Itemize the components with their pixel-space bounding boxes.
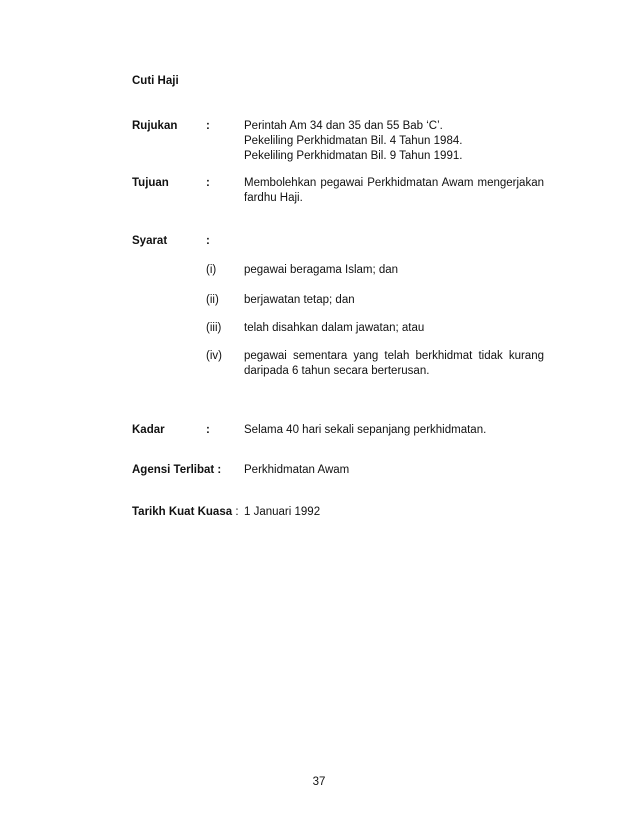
syarat-label: Syarat [132, 235, 168, 247]
syarat-item-2-text: berjawatan tetap; dan [244, 294, 355, 306]
agensi-text: Perkhidmatan Awam [244, 464, 350, 476]
tarikh-label: Tarikh Kuat Kuasa [132, 506, 233, 518]
rujukan-line-2: Pekeliling Perkhidmatan Bil. 4 Tahun 1984. [244, 135, 463, 147]
kadar-label: Kadar [132, 424, 165, 436]
rujukan-label: Rujukan [132, 120, 178, 132]
agensi-label: Agensi Terlibat : [132, 464, 222, 476]
page-title: Cuti Haji [132, 75, 179, 87]
rujukan-colon: : [206, 120, 210, 132]
syarat-colon: : [206, 235, 210, 247]
tarikh-text: 1 Januari 1992 [244, 506, 321, 518]
rujukan-line-1: Perintah Am 34 dan 35 dan 55 Bab ‘C’. [244, 120, 443, 132]
syarat-item-1-number: (i) [206, 264, 217, 276]
tujuan-text: Membolehkan pegawai Perkhidmatan Awam mengerjakan fardhu Haji. [244, 177, 544, 204]
tarikh-row-label [132, 505, 239, 520]
syarat-item-2-number: (ii) [206, 294, 219, 306]
rujukan-line-3: Pekeliling Perkhidmatan Bil. 9 Tahun 1991. [244, 150, 463, 162]
page-number: 37 [312, 776, 326, 788]
kadar-text: Selama 40 hari sekali sepanjang perkhidmatan. [244, 424, 487, 436]
tarikh-colon: : [235, 506, 239, 518]
syarat-item-1-text: pegawai beragama Islam; dan [244, 264, 399, 276]
tujuan-label: Tujuan [132, 177, 169, 189]
syarat-item-4-number: (iv) [206, 350, 222, 362]
kadar-colon: : [206, 424, 210, 436]
syarat-item-3-text: telah disahkan dalam jawatan; atau [244, 322, 425, 334]
tujuan-colon: : [206, 177, 210, 189]
syarat-item-4-text: pegawai sementara yang telah berkhidmat tidak kurang daripada 6 tahun secara berterusan. [244, 350, 544, 377]
syarat-item-3-number: (iii) [206, 322, 222, 334]
